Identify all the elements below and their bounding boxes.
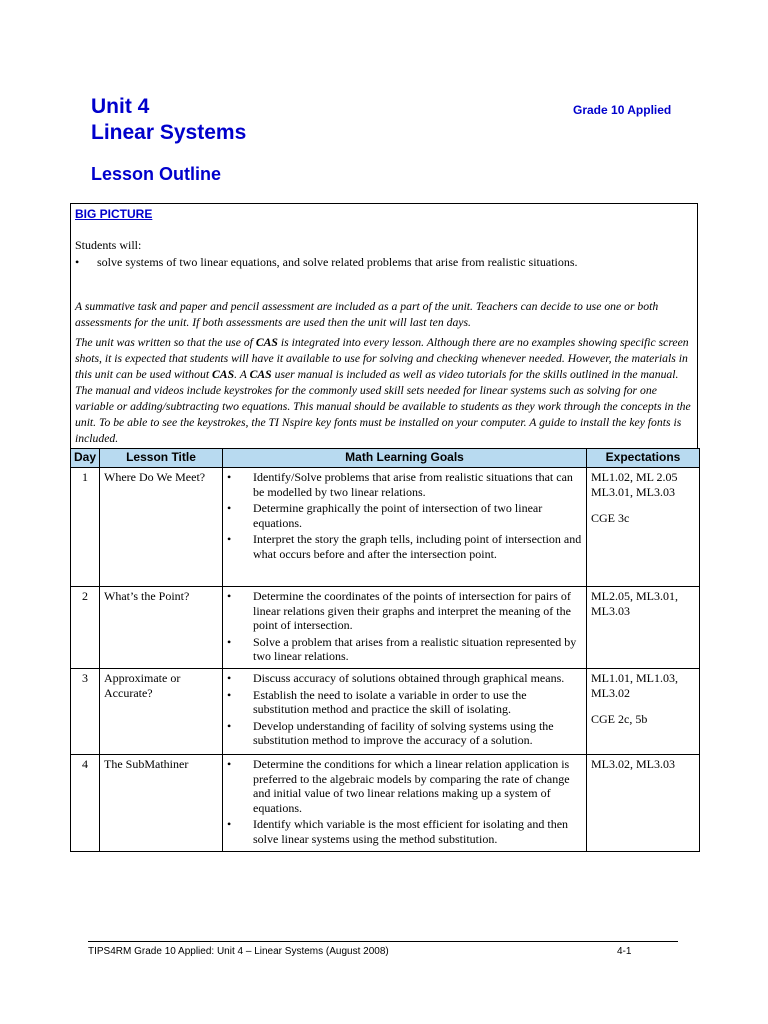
big-picture-box xyxy=(70,203,698,449)
table-row xyxy=(71,587,700,669)
goal-item: • Determine graphically the point of intersection of two linear equations. xyxy=(227,501,543,530)
big-picture-heading: BIG PICTURE xyxy=(75,207,153,221)
goal-item: • Discuss accuracy of solutions obtained through graphical means. xyxy=(227,671,565,685)
cas-term: CAS xyxy=(249,368,272,381)
grade-label: Grade 10 Applied xyxy=(573,103,672,117)
table-row xyxy=(71,468,700,587)
expectation-line: ML3.01, ML3.03 xyxy=(591,484,675,499)
cas-paragraph-part: . A xyxy=(234,368,250,381)
page-number: 4-1 xyxy=(617,946,632,957)
goal-item: • Develop understanding of facility of solving systems using the substitution method to improve the accuracy of a solution. xyxy=(227,718,554,747)
bullet-icon: • xyxy=(227,687,232,702)
bullet-icon: • xyxy=(227,470,232,484)
goals-cell xyxy=(223,468,587,587)
bullet-icon: • xyxy=(227,532,232,546)
footer-divider xyxy=(88,941,678,942)
lesson-title-cell: Approximate or Accurate? xyxy=(100,669,223,755)
goal-item: • Establish the need to isolate a variable in order to use the substitution method and practice the skill of isolating. xyxy=(227,687,527,716)
goal-item: • Interpret the story the graph tells, including point of intersection and what occurs before and after the intersection point. xyxy=(227,532,582,561)
expectation-line: ML3.03 xyxy=(591,603,630,618)
expectations-cell xyxy=(587,587,700,669)
header-expectations: Expectations xyxy=(587,449,700,468)
table-row xyxy=(71,669,700,755)
cas-paragraph xyxy=(75,335,691,447)
day-cell: 1 xyxy=(71,468,100,587)
big-picture-bullet-text: solve systems of two linear equations, and solve related problems that arise from realistic situations. xyxy=(97,255,578,269)
table-row xyxy=(71,755,700,852)
cas-term: CAS xyxy=(212,368,235,381)
big-picture-intro: Students will: xyxy=(75,238,142,252)
footer-text: TIPS4RM Grade 10 Applied: Unit 4 – Linear Systems (August 2008) xyxy=(88,946,389,957)
expectation-line: ML1.02, ML 2.05 xyxy=(591,470,678,484)
expectation-line: ML1.01, ML1.03, xyxy=(591,671,678,685)
lesson-title-cell: What’s the Point? xyxy=(100,587,223,669)
bullet-icon: • xyxy=(227,634,232,649)
unit-name: Linear Systems xyxy=(91,121,247,144)
goal-item: • Determine the conditions for which a linear relation application is preferred to the algebraic models by comparing the rate of change and initial value of two linear relations making up a system of equations. xyxy=(227,757,570,815)
header-day: Day xyxy=(71,449,100,468)
expectation-line: ML3.02 xyxy=(591,685,630,700)
goals-cell xyxy=(223,587,587,669)
day-cell: 2 xyxy=(71,587,100,669)
goals-cell xyxy=(223,755,587,852)
lesson-title-cell: The SubMathiner xyxy=(100,755,223,852)
expectations-cell xyxy=(587,468,700,587)
expectation-cge: CGE 2c, 5b xyxy=(591,712,648,726)
goal-item: • Identify/Solve problems that arise from realistic situations that can be modelled by two linear relations. xyxy=(227,470,573,499)
bullet-icon: • xyxy=(227,757,232,771)
bullet-icon: • xyxy=(227,671,232,685)
expectation-line: ML3.02, ML3.03 xyxy=(591,757,675,771)
goal-item: • Determine the coordinates of the points of intersection for pairs of linear relations given their graphs and interpret the meaning of the point of intersection. xyxy=(227,589,571,632)
cas-paragraph-part: The unit was written so that the use of xyxy=(75,336,256,349)
assessment-paragraph: A summative task and paper and pencil assessment are included as a part of the unit. Teachers can decide to use one or both assessments for the unit. If both assessments are used then the unit will last ten days. xyxy=(75,300,659,329)
bullet-icon: • xyxy=(75,255,80,269)
expectation-line: ML2.05, ML3.01, xyxy=(591,589,678,603)
table-header-row xyxy=(71,449,700,468)
unit-number: Unit 4 xyxy=(91,95,150,118)
cas-term: CAS xyxy=(255,336,278,349)
goals-cell xyxy=(223,669,587,755)
goal-item: • Solve a problem that arises from a realistic situation represented by two linear relations. xyxy=(227,634,577,663)
goal-item: • Identify which variable is the most efficient for isolating and then solve linear systems using the method substitution. xyxy=(227,817,569,846)
expectations-cell xyxy=(587,755,700,852)
header-learning-goals: Math Learning Goals xyxy=(223,449,587,468)
big-picture-bullet xyxy=(75,255,578,270)
page-subtitle: Lesson Outline xyxy=(91,164,222,184)
bullet-icon: • xyxy=(227,589,232,603)
day-cell: 3 xyxy=(71,669,100,755)
bullet-icon: • xyxy=(227,718,232,733)
cas-paragraph-part: is integrated into every lesson. Although there are no examples showing specific screen shots, it is expected that students will have it available to use for solving and checking whenever needed. However, the materials in this unit can be used without xyxy=(75,336,689,381)
lesson-table xyxy=(70,448,700,852)
lesson-title-cell: Where Do We Meet? xyxy=(100,468,223,587)
expectation-cge: CGE 3c xyxy=(591,511,630,525)
bullet-icon: • xyxy=(227,501,232,515)
day-cell: 4 xyxy=(71,755,100,852)
bullet-icon: • xyxy=(227,817,232,831)
cas-paragraph-part: user manual is included as well as video tutorials for the skills outlined in the manual. The manual and videos include keystrokes for the commonly used skill sets needed for linear systems such as solving for one variable or adding/subtracting two equations. This manual should be available to students as they work through the concepts in the unit. To be able to see the keystrokes, the TI Nspire key fonts must be installed on your computer. A guide to install the key fonts is included. xyxy=(75,368,691,445)
header-lesson-title: Lesson Title xyxy=(100,449,223,468)
expectations-cell xyxy=(587,669,700,755)
unit-title xyxy=(91,94,246,146)
